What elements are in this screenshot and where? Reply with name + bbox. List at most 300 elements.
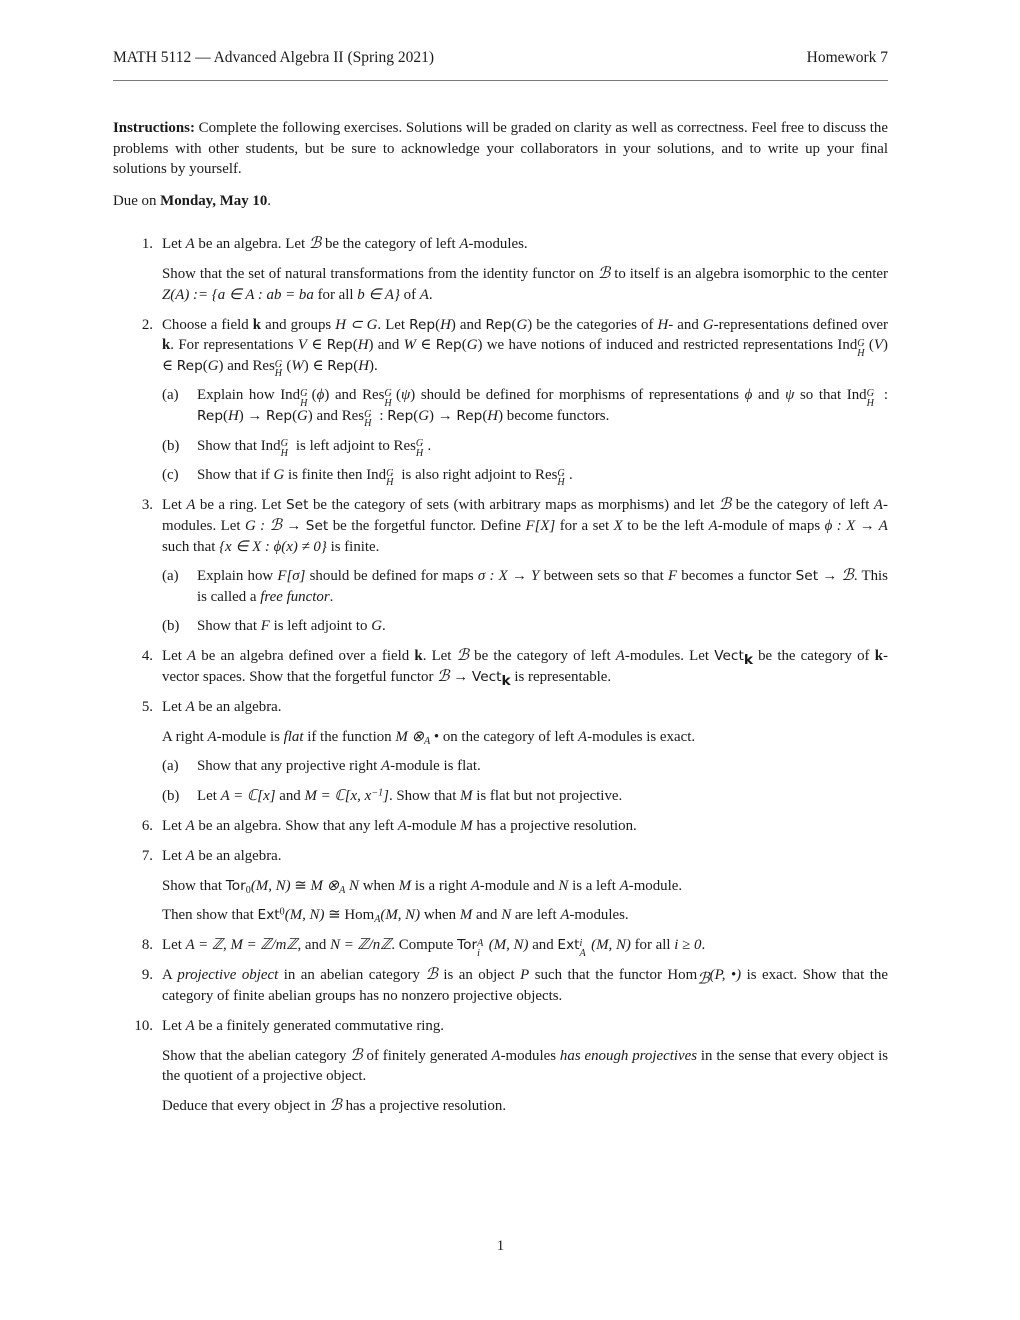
t: Explain how [197, 568, 274, 585]
item-7-paragraph-2 [162, 876, 888, 897]
math-A: A [491, 1047, 501, 1064]
math-cong: ≅ [328, 907, 341, 924]
math-ext-sup: 0 [279, 906, 285, 918]
math-k: k [874, 648, 883, 665]
t: is finite. [330, 538, 380, 555]
term-projective-object: projective object [177, 967, 279, 984]
math-tor: Tor [225, 877, 246, 894]
exercise-item-5b [162, 786, 888, 807]
item-10-paragraph-1 [162, 1016, 888, 1037]
math-F: F [260, 618, 270, 635]
math-args: (M, N) [284, 907, 325, 924]
math-G: G [207, 357, 219, 374]
exercise-item-7 [113, 846, 888, 926]
math-hom: Hom [344, 907, 375, 924]
header-rule [113, 80, 888, 81]
item-5-paragraph-1 [162, 697, 888, 718]
item-marker: 6. [141, 817, 153, 834]
t: and [377, 337, 400, 354]
t: -module is flat. [390, 758, 481, 775]
math-hom: Hom [667, 967, 698, 984]
instructions-label: Instructions: [113, 120, 195, 136]
math-FX: F[X] [525, 517, 556, 534]
t: is a left [572, 877, 616, 894]
math-tor: Tor [457, 937, 478, 954]
t: . Let [377, 316, 406, 333]
math-set-cat: Set [795, 568, 819, 585]
item-marker: 3. [141, 497, 153, 514]
subitem-marker: (a) [162, 568, 179, 585]
math-vect: Vect [714, 648, 744, 665]
item-3-paragraph [162, 495, 888, 557]
t: . [568, 467, 573, 484]
math-A: A [459, 236, 469, 253]
t: for a set [559, 517, 610, 534]
math-rep: Rep [456, 408, 483, 425]
math-k: k [162, 337, 171, 354]
t: , [223, 937, 227, 954]
t: in an abelian category [283, 967, 421, 984]
exercise-item-3a [162, 566, 888, 607]
math-G: G [702, 316, 714, 333]
t: -modules. Let [162, 497, 888, 534]
math-script-C: ℬ [350, 1046, 363, 1064]
math-script-C: ℬ [456, 647, 469, 665]
math-map: ϕ : X → A [824, 517, 888, 534]
math-rep: Rep [197, 408, 224, 425]
math-A-sub: A [423, 735, 431, 747]
t: be an algebra. Let [198, 236, 306, 253]
t: between sets so that [543, 568, 664, 585]
item-5a-paragraph [197, 756, 888, 777]
math-ext: Ext [557, 937, 580, 954]
t: Show that any projective right [197, 758, 378, 775]
math-script-C: ℬ [308, 235, 322, 253]
page [113, 0, 888, 1320]
exercise-item-5a [162, 756, 888, 777]
math-N: N [349, 877, 359, 894]
math-A: A [207, 728, 217, 745]
term-enough-projectives: has enough projectives [559, 1047, 698, 1064]
t: is exact. Show that the category of finite abelian groups has no nonzero projective objects. [162, 967, 888, 1004]
t: Show that the set of natural transformations from the identity functor on [162, 265, 594, 282]
item-2-paragraph: Choose a field k and groups H ⊂ G. Let Rep(H) and Rep(G) be the categories of H- and G-representations defined over k. For representations V ∈ Rep(H) and W ∈ Rep(G) we have notions of induced and restricted representations Ind G H (V) ∈ Rep(G) and Res G H (W) ∈ Rep(H). [162, 316, 888, 380]
math-rep: Rep [326, 337, 353, 354]
term-free-functor: free functor [260, 588, 330, 605]
math-M-eq: M = ℂ[x, x [304, 787, 372, 804]
math-script-C: ℬ [329, 1096, 342, 1114]
t: and groups [265, 316, 332, 333]
math-set-end: b ∈ A} [357, 286, 400, 303]
math-res: Res [252, 357, 275, 374]
t: Show that the abelian category [162, 1047, 347, 1064]
t: Let [162, 648, 182, 665]
item-9-paragraph [162, 965, 888, 1006]
math-rep: Rep [435, 337, 462, 354]
item-marker: 5. [141, 699, 153, 716]
math-psi: ψ [785, 387, 795, 404]
math-F-sigma: F[σ] [277, 568, 306, 585]
math-A: A [578, 728, 588, 745]
item-3b-paragraph [197, 616, 888, 637]
math-ext: Ext [257, 907, 280, 924]
t: -modules. Let [624, 648, 710, 665]
t: be the category of left [474, 648, 611, 665]
math-V: V [297, 337, 307, 354]
running-head [113, 48, 888, 68]
math-N: N [558, 877, 569, 894]
exercise-item-2a [162, 385, 888, 430]
due-prefix: Due on [113, 192, 157, 209]
math-A: A [615, 648, 625, 665]
exercise-5-subitems [162, 756, 888, 806]
math-G: G [418, 408, 430, 425]
exercise-item-4 [113, 646, 888, 687]
math-G: G [466, 337, 478, 354]
due-paragraph [113, 191, 888, 212]
t: is representable. [514, 668, 612, 685]
item-1-paragraph-1 [162, 234, 888, 255]
t: becomes a functor [681, 568, 792, 585]
math-A: A [560, 907, 570, 924]
exercise-item-10 [113, 1016, 888, 1116]
math-F: F [667, 568, 678, 585]
subitem-marker: (b) [162, 437, 180, 454]
math-res: Res [393, 437, 416, 454]
t: ∈ [312, 357, 324, 374]
math-script-C: ℬ [597, 264, 611, 282]
math-res: Res [535, 467, 558, 484]
item-5-paragraph-2 [162, 727, 888, 748]
subitem-marker: (a) [162, 758, 179, 775]
math-H: H [440, 316, 451, 333]
item-6-paragraph [162, 816, 888, 837]
math-set-cat: Set [285, 497, 309, 514]
t: for all [634, 937, 671, 954]
item-10-paragraph-3 [162, 1096, 888, 1117]
t: -module and [479, 877, 555, 894]
t: - and [668, 316, 699, 333]
math-H: H [657, 316, 669, 333]
math-M: M [398, 877, 412, 894]
t: and [227, 357, 249, 374]
exercise-item-2b [162, 436, 888, 457]
t: -vector spaces. Show that the forgetful functor [162, 648, 888, 685]
math-A: A [185, 236, 195, 253]
math-H: H [357, 337, 369, 354]
instructions-paragraph [113, 118, 888, 180]
item-marker: 9. [141, 967, 153, 984]
due-suffix: . [267, 192, 272, 209]
t: has a projective resolution. [345, 1097, 507, 1114]
exercise-list [113, 234, 888, 1116]
math-A: A [185, 848, 195, 865]
t: . [701, 937, 706, 954]
math-tor-sub: 0 [245, 884, 251, 896]
t: is also right adjoint to [401, 467, 532, 484]
math-X: X [613, 517, 623, 534]
item-marker: 4. [141, 648, 153, 665]
t: ∈ [420, 337, 432, 354]
exercise-item-1 [113, 234, 888, 305]
t: has a projective resolution. [476, 817, 637, 834]
term-flat: flat [283, 728, 304, 745]
math-rep: Rep [266, 408, 293, 425]
math-H: H [227, 408, 239, 425]
t: Then show that [162, 907, 254, 924]
math-rep: Rep [387, 408, 414, 425]
t: Let [162, 1018, 182, 1035]
math-script-C: ℬ [841, 567, 854, 585]
math-psi: ψ [400, 387, 411, 404]
t: in the sense that every object is the quotient of a projective object. [162, 1047, 889, 1085]
math-W: W [291, 357, 304, 374]
t: be a ring. Let [199, 497, 282, 514]
t: -modules. [468, 236, 528, 253]
t: is finite then [288, 467, 363, 484]
math-A: A [419, 286, 429, 303]
t: should be defined for maps [309, 568, 474, 585]
t: . [427, 437, 432, 454]
math-ind: Ind [280, 387, 301, 404]
t: should be defined for morphisms of representations [420, 387, 739, 404]
math-args: (M, N) [591, 937, 631, 954]
t: Show that if [197, 467, 270, 484]
t: so that [799, 387, 842, 404]
exercise-item-9 [113, 965, 888, 1006]
math-tensor: M ⊗ [395, 728, 424, 745]
math-G: G [297, 408, 308, 425]
t: . For representations [170, 337, 294, 354]
t: -modules. [569, 907, 629, 924]
item-marker: 2. [141, 316, 153, 333]
t: -module of maps [717, 517, 821, 534]
item-3a-paragraph [197, 566, 888, 607]
math-center: Z(A) := [162, 286, 209, 303]
item-4-paragraph [162, 646, 888, 687]
math-A: A [619, 877, 629, 894]
math-rep: Rep [485, 316, 512, 333]
math-ind: Ind [366, 467, 387, 484]
t: Show that [197, 437, 257, 454]
math-support-set: {x ∈ X : ϕ(x) ≠ 0} [219, 538, 327, 555]
subitem-marker: (b) [162, 787, 180, 804]
math-HG: H ⊂ G [335, 316, 378, 333]
t: be an algebra. [198, 848, 282, 865]
t: . Compute [391, 937, 454, 954]
math-A: A [185, 817, 195, 834]
math-A: A [381, 758, 391, 775]
math-A-sub: A [339, 884, 346, 896]
exercise-item-3b [162, 616, 888, 637]
math-N: N [501, 907, 512, 924]
document-body [113, 118, 888, 1116]
t: -representations defined over [713, 316, 888, 333]
t: to itself is an algebra isomorphic to the center [614, 265, 888, 282]
item-5b-paragraph [197, 786, 888, 807]
math-k: k [414, 648, 423, 665]
math-phi: ϕ [744, 387, 753, 404]
t: -module [406, 817, 457, 834]
t: -module. [628, 877, 683, 894]
t: be the category of left [735, 497, 870, 514]
math-args: (M, N) [380, 907, 421, 924]
t: Choose a field [162, 316, 249, 333]
math-M-eq: M = ℤ/mℤ [230, 937, 298, 954]
t: Let [162, 236, 182, 253]
math-set-cat: Set [305, 517, 329, 534]
t: A [162, 967, 172, 984]
math-exp: −1 [371, 787, 384, 799]
exercise-item-5 [113, 697, 888, 806]
math-G: G [516, 316, 528, 333]
math-res: Res [341, 408, 365, 425]
math-k: k [252, 316, 262, 333]
t: → [286, 517, 302, 534]
t: Let [162, 699, 182, 716]
math-script-C: ℬ [437, 667, 450, 685]
t: Let [162, 817, 182, 834]
t: . [373, 357, 378, 374]
item-8-paragraph: Let A = ℤ, M = ℤ/mℤ, and N = ℤ/nℤ. Compute Tor A i (M, N) and Ext i A (M, N) for all i ≥ 0. [162, 937, 706, 959]
t: be an algebra defined over a field [201, 648, 410, 665]
t: . [428, 286, 433, 303]
t: . This is called a [197, 568, 888, 605]
math-rep: Rep [327, 357, 354, 374]
t: be the categories of [536, 316, 654, 333]
t: and [316, 408, 338, 425]
t: of finitely generated [366, 1047, 488, 1064]
exercise-3-subitems [162, 566, 888, 637]
t: and [279, 787, 301, 804]
t: be the category of [758, 648, 870, 665]
math-cond: i ≥ 0 [674, 937, 702, 954]
t: is a right [414, 877, 467, 894]
t: , and [297, 937, 327, 954]
math-M-eq-end: ] [383, 787, 389, 804]
t: be the forgetful functor. Define [332, 517, 522, 534]
math-A: A [186, 497, 196, 514]
math-script-C: ℬ [269, 516, 282, 534]
t: such that [162, 538, 216, 555]
t: is left adjoint to [273, 618, 368, 635]
math-sigma-map: σ : X → Y [477, 568, 540, 585]
t: is an object [443, 967, 515, 984]
instructions-text: Complete the following exercises. Solutions will be graded on clarity as well as correctness. Feel free to discuss the problems with other students, but be sure to acknowledge your collaborators in your solutions, and to write up your final solutions by yourself. [113, 120, 888, 178]
t: . Let [422, 648, 452, 665]
math-G-functor: G : [244, 517, 266, 534]
math-args: (P, •) [709, 967, 742, 984]
math-rep: Rep [409, 316, 436, 333]
math-A: A [187, 648, 197, 665]
exercise-2-subitems [162, 385, 888, 489]
t: → [822, 568, 838, 585]
math-ind: Ind [837, 337, 858, 354]
math-A: A [873, 497, 883, 514]
t: -modules is exact. [587, 728, 696, 745]
math-A-sub: A [374, 914, 381, 926]
item-10-paragraph-2 [162, 1046, 888, 1087]
math-M: M [460, 817, 473, 834]
math-k-sub: k [501, 672, 511, 689]
t: to be the left [627, 517, 705, 534]
math-script-C: ℬ [425, 966, 438, 984]
t: and [475, 907, 498, 924]
exercise-item-3 [113, 495, 888, 637]
t: be a finitely generated commutative ring. [198, 1018, 445, 1035]
math-script-C-sub: ℬ [697, 970, 710, 988]
t: ∈ [162, 357, 174, 374]
running-head-left: MATH 5112 — Advanced Algebra II (Spring 2021) [113, 49, 434, 66]
math-A: A [397, 817, 407, 834]
exercise-item-6 [113, 816, 888, 837]
math-vect: Vect [471, 668, 502, 685]
t: . [381, 618, 386, 635]
math-W: W [403, 337, 417, 354]
math-k-sub: k [743, 652, 753, 669]
subitem-marker: (a) [162, 387, 179, 404]
t: and [459, 316, 482, 333]
item-2c-paragraph: Show that if G is finite then Ind G H is also right adjoint to Res G H . [197, 467, 573, 489]
t: -modules [500, 1047, 557, 1064]
math-M: M [460, 787, 473, 804]
exercise-item-2c [162, 465, 888, 489]
math-bullet: • [433, 728, 440, 745]
exercise-item-8 [113, 935, 888, 959]
math-N-eq: N = ℤ/nℤ [330, 937, 392, 954]
t: when [423, 907, 457, 924]
t: is flat but not projective. [476, 787, 623, 804]
item-marker: 7. [141, 848, 153, 865]
item-marker: 8. [141, 937, 153, 954]
math-P: P [520, 967, 530, 984]
t: is left adjoint to [295, 437, 390, 454]
item-2b-paragraph: Show that Ind G H is left adjoint to Res G H . [197, 437, 432, 459]
t: A right [162, 728, 204, 745]
t: -module is [216, 728, 280, 745]
math-script-C: ℬ [718, 496, 732, 514]
t: Let [162, 848, 182, 865]
math-H: H [487, 408, 499, 425]
math-ind: Ind [846, 387, 867, 404]
math-H: H [358, 357, 369, 374]
t: and [334, 387, 357, 404]
t: ∈ [311, 337, 323, 354]
math-ind: Ind [260, 437, 281, 454]
t: if the function [307, 728, 392, 745]
t: are left [514, 907, 557, 924]
t: we have notions of induced and restricted representations [486, 337, 834, 354]
t: Deduce that every object in [162, 1097, 326, 1114]
math-cong: ≅ [294, 877, 307, 894]
t: Explain how [197, 387, 275, 404]
item-2a-paragraph: Explain how Ind G H (ϕ) and Res G H (ψ) should be defined for morphisms of representations ϕ and ψ so that Ind G H : Rep(H) → Rep(G) and Res G H : Rep(G) → Rep(H) become functors. [197, 387, 888, 430]
t: and [532, 937, 554, 954]
t: be the category of sets (with arbitrary maps as morphisms) and let [312, 497, 715, 514]
running-head-right: Homework 7 [806, 49, 888, 66]
exercise-item-2 [113, 315, 888, 489]
math-M: M [459, 907, 473, 924]
t: Let [162, 497, 182, 514]
item-marker: 10. [134, 1018, 153, 1035]
t: such that the functor [534, 967, 662, 984]
subitem-marker: (c) [162, 467, 179, 484]
t: on the category of left [442, 728, 575, 745]
t: → [453, 668, 469, 685]
math-set: {a ∈ A : ab = ba [211, 286, 314, 303]
t: Show that [197, 618, 257, 635]
math-A-eq: A = ℤ [185, 937, 223, 954]
